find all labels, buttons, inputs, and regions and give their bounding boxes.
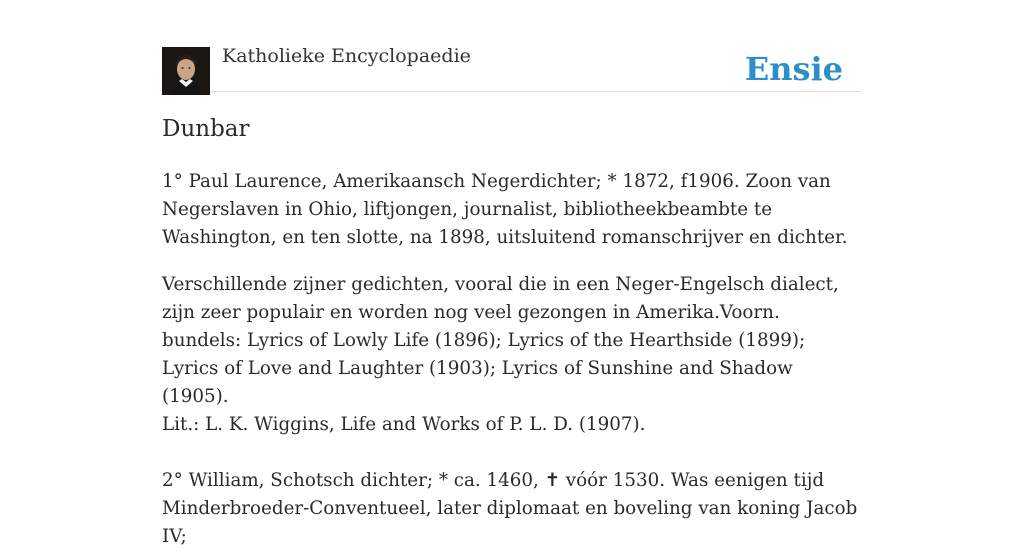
brand-logo[interactable]: Ensie: [744, 50, 843, 88]
site-header: [162, 0, 862, 92]
source-name[interactable]: Katholieke Encyclopaedie: [222, 45, 471, 67]
portrait-icon: [162, 47, 210, 95]
article-paragraph: Verschillende zijner gedichten, vooral die in een Neger-Engelsch dialect, zijn zeer populair en worden nog veel gezongen in Amerika.Voorn. bundels: Lyrics of Lowly Life (1896); Lyrics of the Hearthside (1899); Lyrics of Love and Laughter (1903); Lyrics of Sunshine and Shadow (1905).: [162, 274, 839, 407]
article-title: Dunbar: [162, 116, 250, 142]
source-avatar[interactable]: [162, 47, 210, 95]
article-page: [162, 0, 862, 547]
article-paragraph: Lit.: L. K. Wiggins, Life and Works of P. L. D. (1907).: [162, 414, 646, 435]
article-paragraph: 1° Paul Laurence, Amerikaansch Negerdichter; * 1872, f1906. Zoon van Negerslaven in Ohio, liftjongen, journalist, bibliotheekbeambte te Washington, en ten slotte, na 1898, uitsluitend romanschrijver en dichter.: [162, 171, 848, 248]
article-paragraph: 2° William, Schotsch dichter; * ca. 1460, ✝ vóór 1530. Was eenigen tijd Minderbroeder-Conventueel, later diplomaat en boveling van koning Jacob IV;: [162, 470, 858, 547]
